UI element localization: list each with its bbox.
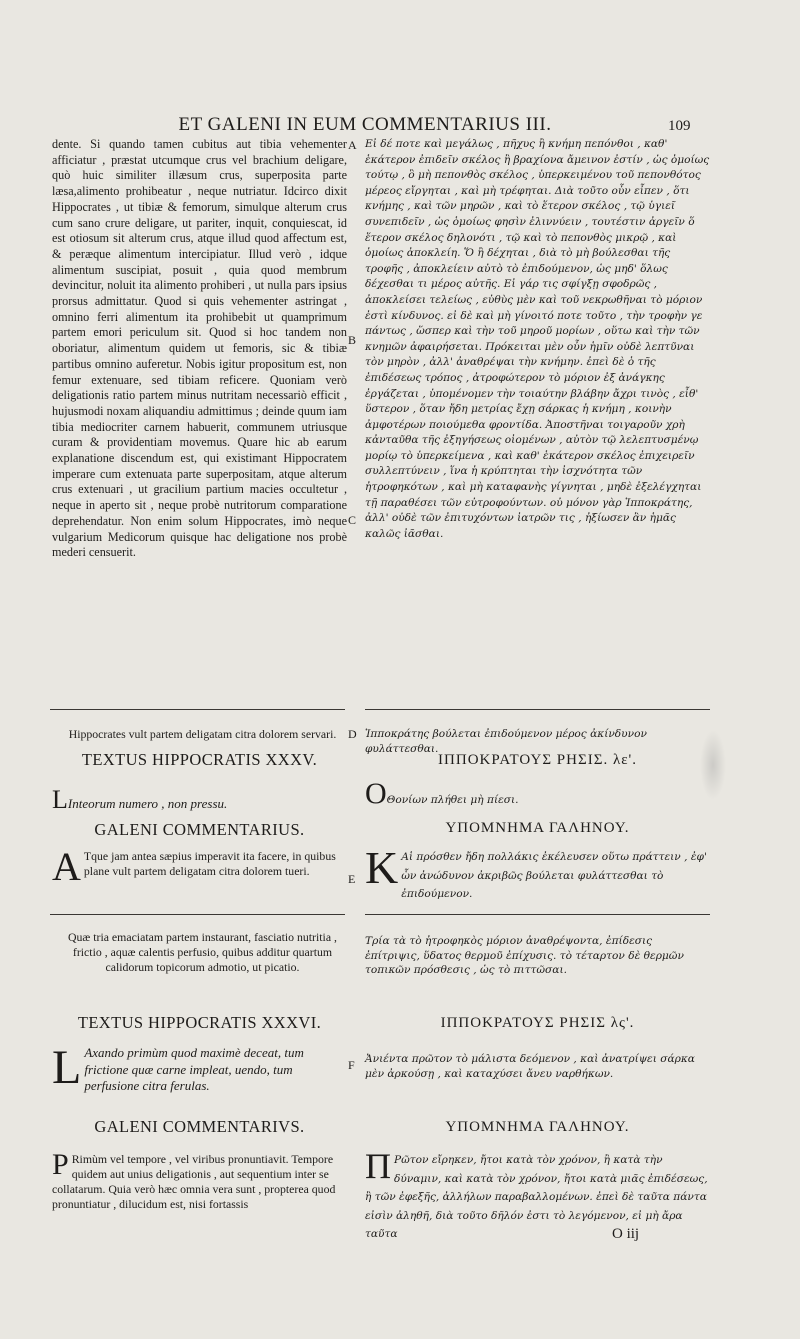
rule-left-1	[50, 709, 345, 710]
commentarius-35-latin-text: Tque jam antea sæpius imperavit ita facere, in quibus plane vult partem deligatam citra dolorem tueri.	[83, 849, 336, 878]
summary-greek-1: Ἱπποκράτης βούλεται ἐπιδούμενον μέρος ἀκίνδυνον φυλάττεσθαι.	[365, 728, 647, 755]
commentarius-36-latin-text: Rimùm vel tempore , vel viribus pronuntiavit. Tempore quidem aut unius deligationis , aut sequentium inter se collatarum. Quia verò hæc omnia vera sunt , propterea quod pronuntiatur , dilucidum est, nisi fortassis	[52, 1152, 336, 1211]
initial-a: A	[52, 844, 81, 889]
heading-hypomnema-36: ΥΠΟΜΝΗΜΑ ΓΑΛΗΝΟΥ.	[445, 1119, 630, 1135]
greek-commentary-block: Εἰ δέ ποτε καὶ μεγάλως , πῆχυς ἢ κνήμη πεπόνθοι , καθ' ἑκάτερον ἐπιδεῖν σκέλος ἢ βραχίονα ἄμεινον ἐστίν , ὡς ὁμοίως τούτῳ , ὃ μὴ πεπονθὸς σκέλος , ὑπερκειμένου τοῦ πεπονθότος μέρεος εἴργηται , καὶ μὴ τρέφηται. Διὰ τοῦτο οὖν εἶπεν , ὅτι κνήμης , καὶ τῶν μηρῶν , καὶ τὸ ἕτερον σκέλος , τῷ ὑγιεῖ συνεπιδεῖν , ὡς ὁμοίως φησὶν ἐλιννύειν , τουτέστιν ἀργεῖν ὅ ἕτερον σκέλος δηλονότι , τῷ καὶ τὸ πεπονθὸς μικρῷ , καὶ ὁμοίως ἀποκλείη. Ὅ ἢ δέχηται , διὰ τὸ μὴ βούλεσθαι τῆς τροφῆς , ἀποκλείειν αὐτὸ τὸ ἐπιδούμενον, ὡς μηδ' ὅλως δέχεσθαι τι μέρος αὐτῆς. Εἰ γάρ τις σφίγξῃ σφοδρῶς , ἀποκλείσει τελείως , εὐθὺς μὲν καὶ τοῦ νεκρωθῆναι τὸ μόριον ἐστὶ κίνδυνος. εἰ δὲ καὶ μὴ γίνοιτό ποτε τοῦτο , τὴν τροφὴν γε πάντως , ὥσπερ καὶ τὴν τοῦ μηροῦ μορίων , οὕτω καὶ τὴν τῶν κνημῶν ἀφαιρήσεται. Πρόκειται μὲν οὖν ἡμῖν οὐδὲ λεπτῦναι τὸν μηρὸν , ἀλλ' ἀναθρέψαι τὴν κνήμην. ἐπεὶ δὲ ὁ τῆς ἐπιδέσεως τρόπος , ἀτροφώτερον τὸ μόριον ἐξ ἀνάγκης ἐργάζεται , ὑπομένομεν τὴν τοιαύτην βλάβην ἄχρι τινὸς , εἶθ' ὕστερον , ὅταν ἤδη μετρίας ἔχῃ σάρκας ἡ κνήμη , κοινὴν ἀμφοτέρων ποιούμεθα φροντίδα. Ἀποστῆναι τοιγαροῦν χρὴ κἀνταῦθα τῆς ἐξηγήσεως οἰομένων , αὐτὸν τῷ λελεπτυσμένῳ μορίῳ τὸ ὑπερκείμενα , καὶ καθ' ἑκάτερον σκέλος ἐπιχειρεῖν συλλεπτύνειν , ἵνα ἡ κρύπτηται τὴν ἰσχνότητα τῶν ἠτροφηκότων , καὶ μὴ καταφανὴς γίγνηται , μηδὲ ἐξελέγχηται τῇ παραθέσει τῶν εὐτροφούντων. οὐ μόνον γὰρ Ἱπποκράτης, ἀλλ' οὐδὲ τῶν ἐπιτυχόντων ἰατρῶν τις , ἠξίωσεν ἂν ἡμᾶς καλῶς ἰᾶσθαι.	[365, 138, 710, 540]
margin-letter-e: E	[348, 872, 356, 886]
heading-commentarius-36: GALENI COMMENTARIVS.	[94, 1117, 305, 1136]
rule-left-2	[50, 914, 345, 915]
page-number: 109	[668, 118, 691, 134]
initial-pi: Π	[365, 1146, 391, 1186]
margin-letter-b: B	[348, 333, 357, 347]
summary-latin-2: Quæ tria emaciatam partem instaurant, fasciatio nutritia , frictio , aquæ calentis perfusio, quibus additur quartum calidorum topicorum admotio, ut picatio.	[68, 930, 337, 974]
signature-mark: O iij	[612, 1226, 640, 1242]
rule-right-2	[365, 914, 710, 915]
commentarius-35-latin	[52, 844, 342, 889]
textus-35-latin	[52, 785, 347, 815]
textus-36-latin	[52, 1041, 347, 1095]
textus-36-greek: Ἀνιέντα πρῶτον τὸ μάλιστα δεόμενον , καὶ ἀνατρίψει σάρκα μὲν ἀρκούσῃ , καὶ καταχύσει ἄνευ ναρθήκων.	[365, 1053, 695, 1080]
initial-l: L	[52, 785, 68, 814]
margin-letter-d: D	[348, 727, 357, 741]
margin-letter-f: F	[348, 1058, 355, 1072]
commentarius-35-greek	[365, 842, 710, 903]
margin-letter-a: A	[348, 138, 357, 152]
running-head: ET GALENI IN EUM COMMENTARIUS III.	[178, 114, 552, 135]
heading-hypomnema-35: ΥΠΟΜΝΗΜΑ ΓΑΛΗΝΟΥ.	[445, 820, 630, 836]
summary-latin-1: Hippocrates vult partem deligatam citra dolorem servari.	[68, 727, 337, 741]
initial-p: P	[52, 1148, 69, 1181]
initial-l-36: L	[52, 1041, 82, 1094]
initial-kappa: K	[365, 842, 399, 893]
rule-right-1	[365, 709, 710, 710]
heading-commentarius-35: GALENI COMMENTARIUS.	[94, 820, 305, 839]
commentarius-36-latin	[52, 1148, 342, 1212]
heading-textus-35: TEXTUS HIPPOCRATIS XXXV.	[81, 750, 318, 769]
heading-rhesis-35: ΙΠΠΟΚΡΑΤΟΥΣ ΡΗΣΙΣ. λε'.	[438, 752, 637, 768]
textus-35-latin-text: Inteorum numero , non pressu.	[67, 796, 228, 811]
latin-commentary-block: dente. Si quando tamen cubitus aut tibia vehementer afficiatur , præstat utcumque crus vel brachium deligare, quò huic similiter illæsum crus, superposita parte læsa,alimento prohibeatur , neque nutriatur. Idcirco dixit Hippocrates , ut tibiæ & femorum, simulque alterum crus cum sano crure deligare, ut pariter, inquit, conquiescat, id est otiosum sit alterum crus, atque illud quod affectum est, & peræque alimentum intercipiatur. Illud verò , idque alimentum suscipiat, posuit , quia quod membrum devincitur, noluit ita alimento prohiberi , ut nulla pars ipsius prorsus admittatur. Quod si quis vehementer astringat , omnino ferri alimentum ita prohibebit ut quamprimum partem emori periculum sit. Quod si hoc tandem non oboriatur, alimentum quidem ut femoris, sic & tibiæ partibus omnino auferetur. Nobis igitur propositum est, non femur extenuare, sed tibiam reficere. Quoniam verò deligationis ratio partem minus nutritam necessariò efficit , hujusmodi noxam aliquandiu admittimus ; deinde quum iam tibia mediocriter carnem habuerit, communem utriusque curam & providentiam movemus. Quare hic ab earum explanatione discendum est, qui existimant Hippocratem imperare cum extenuata parte superpositam, atque alterum crus extenuari , ut gracilium partium macies occultetur , neque in aperto sit , neque probè nutritorum comparatione deprehendatur. Non enim solum Hippocrates, imò neque vulgarium Medicorum quisque hac deligatione nos probè mederi censuerit.	[52, 137, 347, 560]
initial-omicron: Ο	[365, 777, 387, 810]
heading-textus-36: TEXTUS HIPPOCRATIS XXXVI.	[77, 1013, 322, 1032]
summary-greek-2: Τρία τὰ τὸ ἠτροφηκὸς μόριον ἀναθρέψοντα, ἐπίδεσις ἐπίτριψις, ὕδατος θερμοῦ ἐπίχυσις. τὸ τέταρτον δὲ θερμῶν τοπικῶν πρόσθεσις , ὡς τὸ πιττῶσαι.	[365, 935, 684, 977]
commentarius-35-greek-text: Αἱ πρόσθεν ἤδη πολλάκις ἐκέλευσεν οὕτω πράττειν , ἐφ' ὧν ἀνώδυνον ἀκριβῶς βούλεται φυλάττεσθαι τὸ ἐπιδούμενον.	[401, 851, 707, 901]
commentarius-36-greek	[365, 1146, 710, 1243]
textus-36-latin-text: Axando primùm quod maximè deceat, tum frictione quæ carne impleat, uendo, tum perfusione citra ferulas.	[84, 1045, 304, 1093]
heading-rhesis-36: ΙΠΠΟΚΡΑΤΟΥΣ ΡΗΣΙΣ λς'.	[440, 1015, 635, 1031]
margin-letter-c: C	[348, 513, 357, 527]
commentarius-36-greek-text: Ρῶτον εἴρηκεν, ἤτοι κατὰ τὸν χρόνον, ἢ κατὰ τὴν δύναμιν, καὶ κατὰ τὸν χρόνον, ἤτοι κατὰ μιᾶς ἐπιδέσεως, ἢ τῶν ἐφεξῆς, ἀλλήλων παραβαλλομένων. ἐπεὶ δὲ ταῦτα πάντα εἰσὶν ἀληθῆ, διὰ τοῦτο δῆλόν ἐστι τὸ λεγόμενον, εἰ μὴ ἄρα ταῦτα	[365, 1154, 708, 1241]
textus-35-greek	[365, 777, 710, 811]
textus-35-greek-text: Θονίων πλήθει μὴ πίεσι.	[386, 794, 519, 806]
